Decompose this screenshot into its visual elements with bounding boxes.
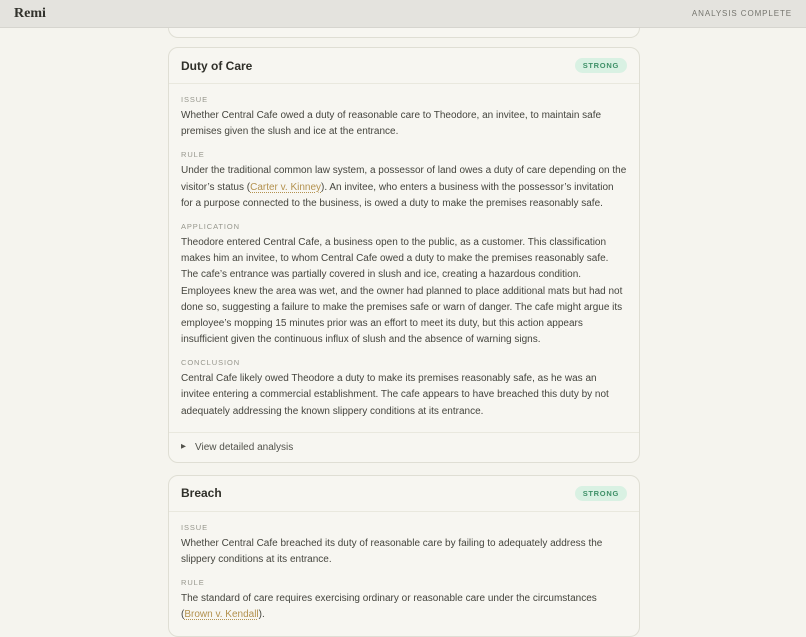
strength-badge: STRONG bbox=[575, 58, 627, 73]
case-link-carter-v-kinney[interactable]: Carter v. Kinney bbox=[250, 181, 322, 193]
expander-triangle-icon: ▶ bbox=[181, 443, 186, 451]
app-header bbox=[0, 0, 806, 28]
issue-text: Whether Central Cafe owed a duty of reasonable care to Theodore, an invitee, to maintain safe premises given the slush and ice at the entrance. bbox=[181, 110, 602, 138]
card-title: Duty of Care bbox=[181, 58, 253, 73]
rule-text bbox=[181, 163, 627, 212]
analysis-results-panel bbox=[0, 28, 806, 637]
rule-text-pre: The standard of care requires exercising ordinary or reasonable care under the circumstances ( bbox=[181, 593, 597, 621]
rule-text-post: ). An invitee, who enters a business with the possessor’s invitation for a purpose connected to the business, is owed a duty to make the premises reasonably safe. bbox=[181, 181, 614, 209]
section-label: APPLICATION bbox=[181, 221, 240, 231]
analysis-card-duty-of-care bbox=[168, 47, 640, 463]
rule-text bbox=[181, 591, 627, 623]
rule-section bbox=[181, 150, 627, 212]
analysis-status: ANALYSIS COMPLETE bbox=[691, 9, 792, 18]
section-label: ISSUE bbox=[181, 522, 209, 532]
view-detailed-analysis-toggle[interactable] bbox=[169, 432, 639, 462]
strength-badge: STRONG bbox=[575, 486, 627, 501]
issue-text: Whether Central Cafe breached its duty of reasonable care by failing to adequately address the slippery conditions at its entrance. bbox=[181, 537, 603, 565]
issue-section bbox=[181, 523, 627, 568]
app-logo: Remi bbox=[14, 5, 46, 21]
card-body bbox=[169, 512, 639, 636]
issue-section bbox=[181, 95, 627, 140]
section-label: CONCLUSION bbox=[181, 358, 241, 368]
application-text: Theodore entered Central Cafe, a business open to the public, as a customer. This classification makes him an invitee, to whom Central Cafe owed a duty to make the premises reasonably safe. The cafe’s entrance was partially covered in slush and ice, creating a hazardous condition. Employees knew the area was wet, and the owner had planned to place additional mats but had not done so, suggesting a failure to make the premises safe or warn of danger. The cafe might argue its employee’s mopping 15 minutes prior was an effort to meet its duty, but this action appears insufficient given the continuous influx of slush and the absence of warning signs. bbox=[181, 236, 623, 346]
card-header bbox=[169, 48, 639, 84]
case-link-brown-v-kendall[interactable]: Brown v. Kendall bbox=[184, 609, 259, 621]
card-body bbox=[169, 84, 639, 432]
card-title: Breach bbox=[181, 486, 222, 501]
section-label: RULE bbox=[181, 578, 205, 588]
conclusion-section bbox=[181, 358, 627, 420]
rule-text-pre: Under the traditional common law system, a possessor of land owes a duty of care depending on the visitor’s status ( bbox=[181, 165, 627, 193]
section-label: ISSUE bbox=[181, 95, 209, 104]
rule-text-post: ). bbox=[258, 609, 265, 621]
conclusion-text: Central Cafe likely owed Theodore a duty to make its premises reasonably safe, as he was an invitee entering a commercial establishment. The cafe appears to have breached this duty by not adequately addressing the known slippery conditions at its entrance. bbox=[181, 373, 609, 417]
previous-card-partial bbox=[168, 28, 640, 38]
application-section bbox=[181, 222, 627, 348]
analysis-card-breach bbox=[168, 475, 640, 637]
card-header bbox=[169, 476, 639, 512]
analysis-column bbox=[168, 28, 640, 637]
rule-section bbox=[181, 578, 627, 623]
view-detailed-analysis-label: View detailed analysis bbox=[195, 441, 294, 453]
section-label: RULE bbox=[181, 150, 205, 160]
